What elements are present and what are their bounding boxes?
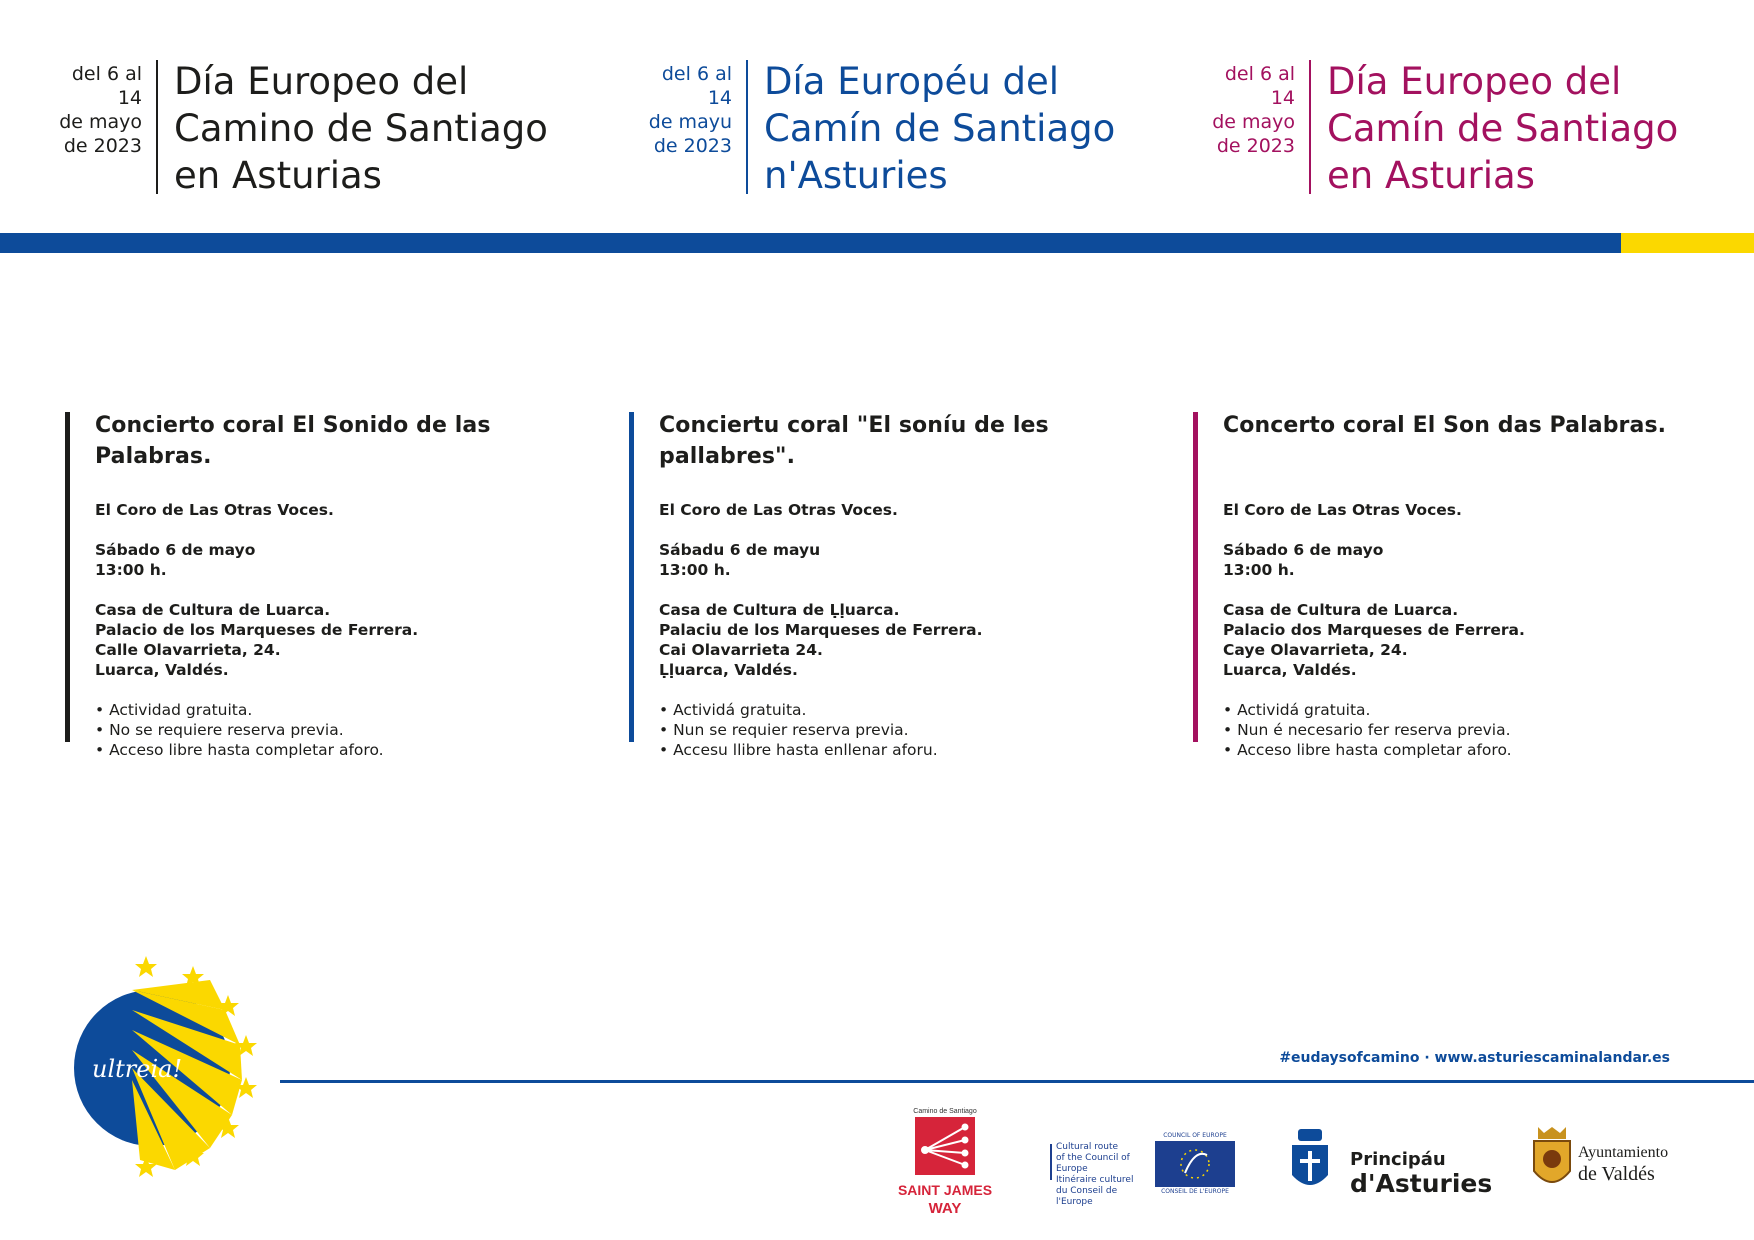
title-line: Camín de Santiago [764, 107, 1116, 150]
event-venue-line: Cai Olavarrieta 24. [659, 641, 823, 659]
event-date: Sábadu 6 de mayu [659, 541, 821, 559]
date-line: de 2023 [653, 135, 732, 157]
header-band-blue [0, 233, 1621, 253]
date-line: de mayu [648, 111, 732, 133]
event-bullet: • Actividad gratuita. [95, 701, 253, 719]
event-venue-line: Calle Olavarrieta, 24. [95, 641, 281, 659]
asturias-label-2: d'Asturies [1350, 1169, 1493, 1198]
coe-bottom-label: CONSEIL DE L'EUROPE [1161, 1188, 1229, 1195]
coe-top-label: COUNCIL OF EUROPE [1163, 1132, 1227, 1139]
saint-james-way-logo [895, 1105, 995, 1225]
event-bullet: • No se requiere reserva previa. [95, 721, 344, 739]
header-column-3 [1203, 58, 1723, 197]
sjw-top-text: Camino de Santiago [913, 1108, 977, 1115]
header-date-2 [632, 62, 732, 158]
sjw-label-2: WAY [928, 1200, 962, 1217]
footer-divider [280, 1080, 1754, 1083]
event-time: 13:00 h. [659, 561, 731, 579]
title-line: Camín de Santiago [1327, 107, 1679, 150]
council-of-europe-logo [1050, 1132, 1235, 1207]
title-line: Día Europeo del [1327, 60, 1622, 103]
title-line: en Asturias [1327, 154, 1535, 197]
saint-james-way-icon [895, 1105, 995, 1225]
event-bullet: • Actividá gratuita. [1223, 701, 1371, 719]
title-line: Día Europeo del [174, 60, 469, 103]
event-accent-bar-3 [1193, 412, 1198, 742]
date-line: de 2023 [1216, 135, 1295, 157]
event-column-1 [95, 410, 555, 760]
valdes-shield-icon [1532, 1125, 1572, 1193]
event-title-line: Conciertu coral "El soníu de les [659, 413, 1049, 438]
asturias-label-1: Principáu [1350, 1149, 1446, 1170]
header-title-3 [1327, 58, 1678, 199]
title-line: en Asturias [174, 154, 382, 197]
event-venue-line: Ḷḷuarca, Valdés. [659, 661, 798, 679]
coe-text-line: of the Council of Europe [1056, 1153, 1130, 1174]
event-bullet: • Acceso libre hasta completar aforo. [1223, 741, 1512, 759]
coe-text-line: du Conseil de l'Europe [1056, 1186, 1118, 1207]
event-choir: El Coro de Las Otras Voces. [659, 501, 898, 519]
date-line: de mayo [59, 111, 142, 133]
date-line: de mayo [1212, 111, 1295, 133]
header-divider-2 [746, 60, 748, 194]
sjw-label-1: SAINT JAMES [897, 1182, 993, 1198]
date-line: del 6 al 14 [661, 63, 732, 109]
coe-route-text [1056, 1142, 1156, 1208]
header-divider-3 [1309, 60, 1311, 194]
title-line: Camino de Santiago [174, 107, 548, 150]
header-band-yellow [1621, 233, 1754, 253]
event-venue-line: Casa de Cultura de Luarca. [1223, 601, 1459, 619]
event-choir: El Coro de Las Otras Voces. [95, 501, 334, 519]
event-title-line: Concerto coral El Son das Palabras. [1223, 413, 1667, 438]
event-venue-line: Casa de Cultura de Luarca. [95, 601, 331, 619]
event-venue-line: Palacio de los Marqueses de Ferrera. [95, 621, 419, 639]
date-line: de 2023 [63, 135, 142, 157]
event-venue-line: Luarca, Valdés. [95, 661, 229, 679]
header-column-1 [50, 58, 570, 197]
ultreia-logo [60, 950, 280, 1190]
ayuntamiento-valdes-logo [1532, 1125, 1672, 1197]
event-time: 13:00 h. [95, 561, 167, 579]
principau-asturies-logo [1290, 1127, 1493, 1198]
header-title-2 [764, 58, 1115, 199]
event-choir: El Coro de Las Otras Voces. [1223, 501, 1462, 519]
header-date-3 [1195, 62, 1295, 158]
coe-flag-icon [1155, 1141, 1235, 1187]
event-venue-line: Luarca, Valdés. [1223, 661, 1357, 679]
event-bullet: • Accesu llibre hasta enllenar aforu. [659, 741, 938, 759]
event-title-line: Concierto coral El Sonido de las [95, 413, 491, 438]
event-title-line: pallabres". [659, 444, 796, 469]
date-line: del 6 al 14 [1224, 63, 1295, 109]
asturias-shield-icon [1290, 1127, 1330, 1197]
event-title-1 [95, 410, 555, 472]
event-title-2 [659, 410, 1119, 472]
event-column-3 [1223, 410, 1683, 760]
event-venue-line: Palacio dos Marqueses de Ferrera. [1223, 621, 1525, 639]
event-accent-bar-1 [65, 412, 70, 742]
footer-links[interactable]: #eudaysofcamino · www.asturiescaminalandar.es [1279, 1050, 1670, 1066]
title-line: Día Européu del [764, 60, 1060, 103]
event-bullet: • Acceso libre hasta completar aforo. [95, 741, 384, 759]
valdes-label-2: de Valdés [1578, 1163, 1655, 1185]
event-title-3 [1223, 410, 1683, 472]
date-line: del 6 al 14 [71, 63, 142, 109]
event-time: 13:00 h. [1223, 561, 1295, 579]
event-title-line: Palabras. [95, 444, 212, 469]
event-venue-line: Caye Olavarrieta, 24. [1223, 641, 1408, 659]
event-bullet: • Actividá gratuita. [659, 701, 807, 719]
header-title-1 [174, 58, 548, 199]
valdes-label-1: Ayuntamiento [1578, 1144, 1669, 1161]
event-date: Sábado 6 de mayo [95, 541, 256, 559]
header-column-2 [640, 58, 1160, 197]
event-accent-bar-2 [629, 412, 634, 742]
coe-text-line: Itinéraire culturel [1056, 1175, 1134, 1185]
event-bullet: • Nun é necesario fer reserva previa. [1223, 721, 1511, 739]
coe-text-line: Cultural route [1056, 1142, 1119, 1152]
title-line: n'Asturies [764, 154, 948, 197]
ultreia-label: ultreia! [92, 1055, 183, 1083]
event-venue-line: Casa de Cultura de Ḷḷuarca. [659, 601, 900, 619]
coe-divider [1050, 1144, 1052, 1180]
event-venue-line: Palaciu de los Marqueses de Ferrera. [659, 621, 983, 639]
event-date: Sábado 6 de mayo [1223, 541, 1384, 559]
header-divider-1 [156, 60, 158, 194]
header-date-1 [42, 62, 142, 158]
event-column-2 [659, 410, 1119, 760]
event-bullet: • Nun se requier reserva previa. [659, 721, 909, 739]
